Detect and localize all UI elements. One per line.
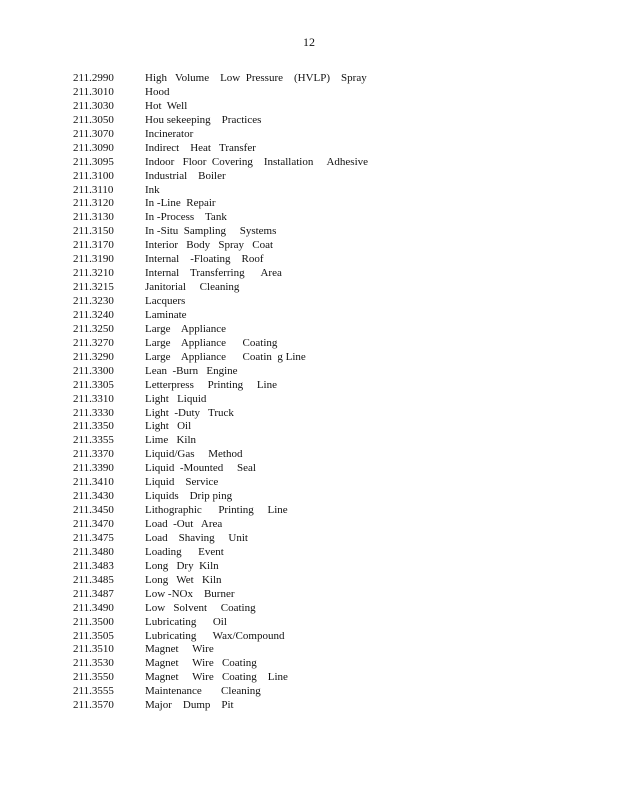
list-item (73, 323, 368, 337)
section-code: 211.3090 (73, 141, 114, 154)
section-code: 211.3410 (73, 476, 114, 489)
list-item (73, 281, 368, 295)
list-item (73, 476, 368, 490)
list-item (73, 142, 368, 156)
section-code: 211.3485 (73, 573, 114, 586)
defined-term: Large Appliance (145, 322, 227, 335)
section-code: 211.3450 (73, 504, 114, 517)
section-code: 211.3330 (73, 406, 114, 419)
list-item (73, 588, 368, 602)
section-code: 211.3530 (73, 657, 114, 670)
defined-term: Large Appliance Coating (145, 336, 278, 349)
list-item (73, 630, 368, 644)
defined-term: Internal -Floating Roof (145, 253, 264, 266)
section-code: 211.3490 (73, 601, 114, 614)
defined-term: Major Dump Pit (145, 699, 234, 712)
section-code: 211.3483 (73, 559, 114, 572)
section-code: 211.3100 (73, 169, 114, 182)
defined-term: Light Oil (145, 420, 192, 433)
section-code: 211.3370 (73, 448, 114, 461)
defined-term: In -Process Tank (145, 211, 227, 224)
defined-term: Magnet Wire Coating Line (145, 671, 288, 684)
defined-term: Light -Duty Truck (145, 406, 234, 419)
list-item (73, 114, 368, 128)
page-number: 12 (303, 35, 315, 49)
list-item (73, 337, 368, 351)
defined-term: Long Dry Kiln (145, 559, 219, 572)
section-code: 211.3390 (73, 462, 114, 475)
section-code: 211.3290 (73, 350, 114, 363)
defined-term: Liquid Service (145, 476, 219, 489)
defined-term: Lime Kiln (145, 434, 197, 447)
defined-term: Lean -Burn Engine (145, 364, 238, 377)
defined-term: Lubricating Oil (145, 615, 227, 628)
section-code: 211.3300 (73, 364, 114, 377)
list-item (73, 434, 368, 448)
section-code: 211.3505 (73, 629, 114, 642)
list-item (73, 574, 368, 588)
section-code: 211.3475 (73, 531, 114, 544)
defined-term: Laminate (145, 308, 187, 321)
list-item (73, 602, 368, 616)
defined-term: Industrial Boiler (145, 169, 226, 182)
list-item (73, 170, 368, 184)
defined-term: Low -NOx Burner (145, 587, 235, 600)
defined-term: Hot Well (145, 99, 188, 112)
section-code: 211.3240 (73, 308, 114, 321)
section-code: 211.3355 (73, 434, 114, 447)
list-item (73, 657, 368, 671)
list-item (73, 407, 368, 421)
list-item (73, 393, 368, 407)
list-item (73, 267, 368, 281)
defined-term: High Volume Low Pressure (HVLP) Spray (145, 72, 367, 84)
defined-term: Indoor Floor Covering Installation Adhesive (145, 155, 369, 168)
defined-term: Low Solvent Coating (145, 601, 256, 614)
section-code: 211.3510 (73, 643, 114, 656)
section-code: 211.3230 (73, 295, 114, 307)
list-item (73, 560, 368, 574)
section-code: 211.3555 (73, 685, 114, 698)
list-item (73, 462, 368, 476)
defined-term: Lacquers (145, 295, 186, 307)
list-item (73, 685, 368, 699)
section-code: 211.3120 (73, 197, 114, 210)
list-item (73, 490, 368, 504)
defined-term: Ink (145, 183, 160, 196)
list-item (73, 420, 368, 434)
defined-term: Loading Event (145, 545, 224, 558)
defined-term: Light Liquid (145, 392, 207, 405)
list-item (73, 128, 368, 142)
section-code: 211.3487 (73, 587, 114, 600)
defined-term: Liquid/Gas Method (145, 448, 243, 461)
section-code: 211.3310 (73, 392, 114, 405)
list-item (73, 532, 368, 546)
list-item (73, 86, 368, 100)
list-item (73, 448, 368, 462)
section-code: 211.3570 (73, 699, 114, 712)
list-item (73, 546, 368, 560)
section-code: 211.3480 (73, 545, 114, 558)
section-code: 211.3150 (73, 225, 114, 238)
list-item (73, 309, 368, 323)
section-code: 211.3270 (73, 336, 114, 349)
defined-term: Long Wet Kiln (145, 573, 222, 586)
section-code: 211.3010 (73, 85, 114, 98)
defined-term: Maintenance Cleaning (145, 685, 261, 698)
list-item (73, 211, 368, 225)
list-item (73, 100, 368, 114)
list-item (73, 365, 368, 379)
defined-term: Hou sekeeping Practices (145, 113, 262, 126)
list-item (73, 518, 368, 532)
section-code: 211.3470 (73, 518, 114, 530)
list-item (73, 379, 368, 393)
defined-term: Internal Transferring Area (145, 267, 282, 280)
section-code: 211.2990 (73, 72, 114, 84)
list-item (73, 239, 368, 253)
list-item (73, 643, 368, 657)
section-code: 211.3250 (73, 322, 114, 335)
defined-term: Interior Body Spray Coat (145, 239, 274, 252)
list-item (73, 351, 368, 365)
defined-term: Magnet Wire (145, 643, 214, 656)
defined-term: Large Appliance Coatin g Line (145, 350, 306, 363)
section-code: 211.3170 (73, 239, 114, 252)
section-code: 211.3550 (73, 671, 114, 684)
list-item (73, 699, 368, 713)
section-code: 211.3350 (73, 420, 114, 433)
section-code: 211.3305 (73, 378, 114, 391)
list-item (73, 72, 368, 86)
defined-term: Liquids Drip ping (145, 490, 233, 503)
defined-term: Lubricating Wax/Compound (145, 629, 285, 642)
list-item (73, 671, 368, 685)
section-code: 211.3110 (73, 183, 114, 196)
definitions-index-list (73, 72, 368, 713)
list-item (73, 504, 368, 518)
defined-term: Lithographic Printing Line (145, 504, 288, 517)
list-item (73, 253, 368, 267)
section-code: 211.3430 (73, 490, 114, 503)
list-item (73, 197, 368, 211)
section-code: 211.3130 (73, 211, 114, 224)
section-code: 211.3215 (73, 281, 114, 294)
defined-term: Janitorial Cleaning (145, 281, 240, 294)
section-code: 211.3030 (73, 99, 114, 112)
defined-term: Load Shaving Unit (145, 531, 248, 544)
defined-term: Letterpress Printing Line (145, 378, 277, 391)
section-code: 211.3050 (73, 113, 114, 126)
defined-term: Magnet Wire Coating (145, 657, 257, 670)
list-item (73, 295, 368, 309)
defined-term: Load -Out Area (145, 518, 223, 530)
list-item (73, 616, 368, 630)
defined-term: Liquid -Mounted Seal (145, 462, 256, 475)
defined-term: In -Situ Sampling Systems (145, 225, 277, 238)
list-item (73, 156, 368, 170)
list-item (73, 184, 368, 198)
defined-term: Incinerator (145, 127, 194, 140)
section-code: 211.3070 (73, 127, 114, 140)
section-code: 211.3500 (73, 615, 114, 628)
section-code: 211.3210 (73, 267, 114, 280)
defined-term: Hood (145, 85, 170, 98)
defined-term: In -Line Repair (145, 197, 216, 210)
section-code: 211.3095 (73, 155, 114, 168)
defined-term: Indirect Heat Transfer (145, 141, 256, 154)
section-code: 211.3190 (73, 253, 114, 266)
list-item (73, 225, 368, 239)
